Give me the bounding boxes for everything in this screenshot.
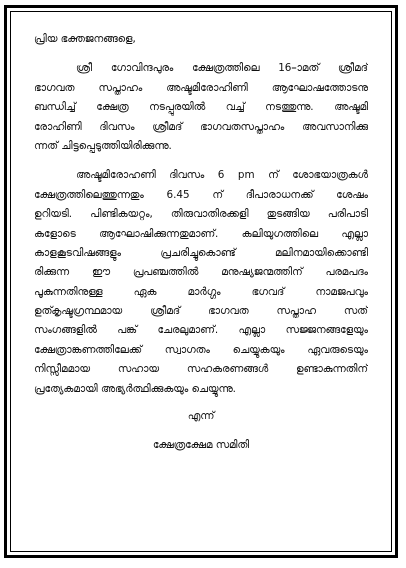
paragraph-1-line: ന്നത് ചിട്ടപ്പെടുത്തിയിരിക്കുന്നു. <box>34 139 172 152</box>
letter-body <box>34 30 368 456</box>
paragraph-1-line: ശ്രീ ഗോവിന്ദപുരം ക്ഷേത്രത്തിലെ 16–ാമത് ശ്രീമദ് <box>76 62 368 75</box>
paragraph-1 <box>34 59 368 156</box>
paragraph-2-line: സംഗങ്ങളിൽ പങ്ക് ചേരലുമാണ്. എല്ലാ സജ്ജനങ്ങളേയും <box>34 324 368 337</box>
paragraph-2-line: കാളകൂടവിഷങ്ങളും പ്രചരിച്ചുകൊണ്ട് മലിനമായിക്കൊണ്ടി <box>34 246 368 259</box>
paragraph-2-line: ക്ഷേത്രത്തിലെത്തുന്നതും 6.45 ന് ദീപാരാധനക്ക് ശേഷം <box>34 188 368 201</box>
paragraph-2-line: പൂകുന്നതിനുള്ള ഏക മാർഗ്ഗം ഭഗവദ് നാമജപവും <box>34 285 368 298</box>
paragraph-2-line: നിസ്സീമമായ സഹായ സഹകരണങ്ങൾ ഉണ്ടാകുന്നതിന് <box>34 363 368 376</box>
paragraph-2-line: അഷ്ടമിരോഹണി ദിവസം 6 pm ന് ശോഭയാത്രകൾ <box>76 169 368 182</box>
paragraph-2-line: പ്രത്യേകമായി അഭ്യർത്ഥിക്കുകയും ചെയ്യുന്നു. <box>34 382 236 395</box>
paragraph-2-line: കളോടെ ആഘോഷിക്കുന്നതുമാണ്. കലിയുഗത്തിലെ എല്ലാ <box>34 227 368 240</box>
paragraph-2-line: ക്ഷേത്രാങ്കണത്തിലേക്ക് സ്വാഗതം ചെയ്യുകയും ഏവരുടെയും <box>34 343 368 356</box>
paragraph-2 <box>34 166 368 399</box>
closing-block <box>34 407 368 456</box>
closing-text: എന്ന് <box>187 410 215 423</box>
paragraph-2-line: ഉറിയടി. പിണ്ടികയറ്റം, തിരുവാതിരക്കളി തുടങ്ങിയ പരിപാടി <box>34 208 368 221</box>
paragraph-1-line: രോഹിണി ദിവസം ശ്രീമദ് ഭാഗവതസപ്താഹം അവസാനിക്കു <box>34 120 368 133</box>
greeting: പ്രിയ ഭക്തജനങ്ങളെ, <box>34 33 136 45</box>
paragraph-1-line: ഭാഗവത സപ്താഹം അഷ്ടമിരോഹിണി ആഘോഷത്തോടനു <box>34 81 368 94</box>
paragraph-2-line: ഉത്കൃഷ്ടഗ്രന്ഥമായ ശ്രീമദ് ഭാഗവത സപ്താഹ സത് <box>34 305 368 318</box>
signature: ക്ഷേത്രക്ഷേമ സമിതി <box>152 439 250 452</box>
paragraph-2-line: രിക്കുന്ന ഈ പ്രപഞ്ചത്തിൽ മനുഷ്യജന്മത്തിന് പരമപദം <box>34 266 368 279</box>
paragraph-1-line: ബന്ധിച്ച് ക്ഷേത്ര നടപ്പുരയിൽ വച്ച് നടത്തുന്നു. അഷ്ടമി <box>34 101 368 114</box>
